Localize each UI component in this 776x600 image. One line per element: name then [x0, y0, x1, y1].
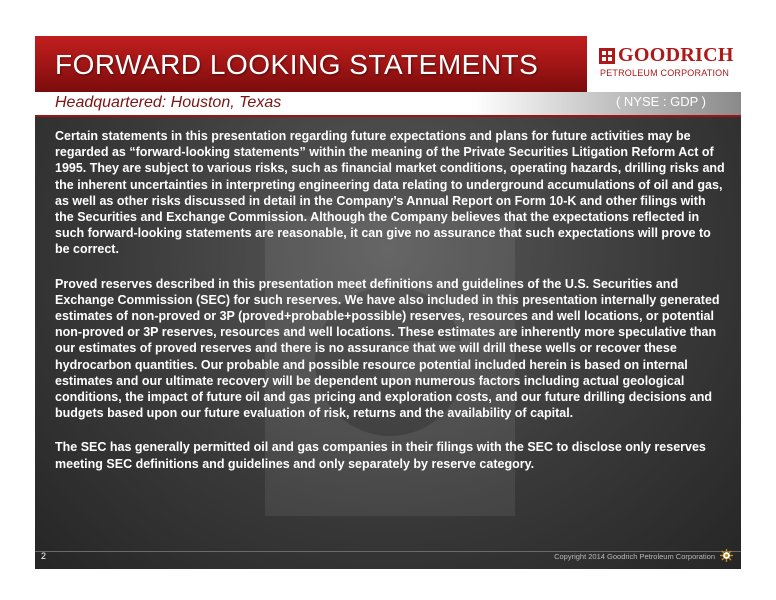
page-number: 2	[41, 551, 47, 561]
body-text	[55, 128, 727, 490]
page-title: FORWARD LOOKING STATEMENTS	[55, 49, 539, 80]
paragraph-forward-looking: Certain statements in this presentation regarding future expectations and plans for future activities may be regarded as “forward-looking statements” within the meaning of the Private Securities Litigation Reform Act of 1995. They are subject to various risks, such as financial market conditions, operating hazards, drilling risks and the inherent uncertainties in interpreting engineering data relating to underground accumulations of oil and gas, as well as other risks discussed in detail in the Company’s Annual Report on Form 10-K and other filings with the Securities and Exchange Commission. Although the Company believes that the expectations reflected in such forward-looking statements are reasonable, it can give no assurance that such expectations will prove to be correct.	[55, 129, 725, 257]
copyright-text: Copyright 2014 Goodrich Petroleum Corporation	[554, 552, 715, 561]
stock-ticker: ( NYSE : GDP )	[615, 94, 706, 109]
goodrich-logo-mark-icon	[599, 48, 615, 64]
subtitle-band	[35, 92, 741, 117]
company-logo	[587, 36, 741, 92]
slide	[35, 36, 741, 569]
gear-icon	[720, 549, 733, 562]
paragraph-sec-disclosure: The SEC has generally permitted oil and gas companies in their filings with the SEC to disclose only reserves meeting SEC definitions and guidelines and only separately by reserve category.	[55, 440, 706, 471]
logo-name: GOODRICH	[618, 44, 734, 66]
page-subtitle: Headquartered: Houston, Texas	[55, 94, 282, 111]
title-band	[35, 36, 741, 92]
logo-subtitle: PETROLEUM CORPORATION	[600, 68, 730, 78]
paragraph-proved-reserves: Proved reserves described in this presentation meet definitions and guidelines of the U.S. Securities and Exchange Commission (SEC) for such reserves. We have also included in this presentation internally generated estimates of non-proved or 3P (proved+probable+possible) reserves, resources and well locations, or potential non-proved or 3P reserves, resources and well locations. These estimates are inherently more speculative than our estimates of proved reserves and there is no assurance that we will drill these wells or recover these hydrocarbon quantities. Our probable and possible resource potential included herein is based on internal estimates and our ultimate recovery will be dependent upon numerous factors including actual geological conditions, the impact of future oil and gas pricing and exploration costs, and our future drilling decisions and budgets based upon our future evaluation of risk, returns and the availability of capital.	[55, 276, 720, 421]
